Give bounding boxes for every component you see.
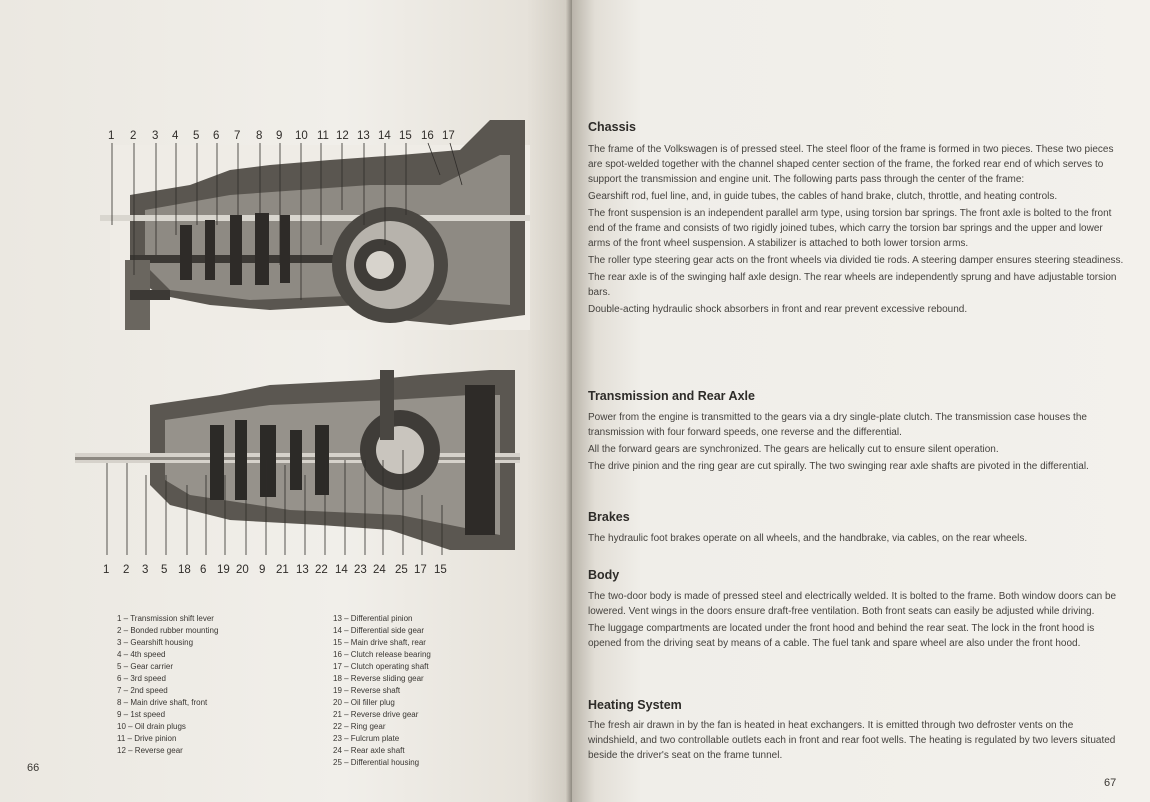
callout-number: 10 <box>295 130 308 142</box>
page-number-left: 66 <box>27 762 40 774</box>
callout-number: 2 <box>123 564 130 576</box>
section-body <box>588 568 1124 653</box>
callout-number: 6 <box>200 564 207 576</box>
legend-item: 2 – Bonded rubber mounting <box>117 626 219 635</box>
legend-item: 22 – Ring gear <box>333 722 386 731</box>
legend-item: 16 – Clutch release bearing <box>333 650 431 659</box>
legend-item: 14 – Differential side gear <box>333 626 425 635</box>
callout-number: 16 <box>421 130 434 142</box>
legend-item: 13 – Differential pinion <box>333 614 413 623</box>
callout-number: 25 <box>395 564 408 576</box>
legend-item: 15 – Main drive shaft, rear <box>333 638 426 647</box>
paragraph: Power from the engine is transmitted to the gears via a dry single-plate clutch. The transmission case houses the transmission with four forward speeds, one reverse and the differential. <box>588 412 1087 438</box>
section-heading: Body <box>588 568 620 582</box>
callout-number: 24 <box>373 564 386 576</box>
legend-item: 6 – 3rd speed <box>117 674 166 683</box>
legend-item: 3 – Gearshift housing <box>117 638 194 647</box>
callout-number: 15 <box>434 564 447 576</box>
section-chassis <box>588 120 1124 319</box>
paragraph: Gearshift rod, fuel line, and, in guide tubes, the cables of hand brake, clutch, throttle, and heating controls. <box>588 191 1058 202</box>
callout-number: 11 <box>317 130 329 142</box>
paragraph: The frame of the Volkswagen is of pressed steel. The steel floor of the frame is formed in two pieces. These two pieces are spot-welded together with the channel shaped center section of the frame, the forked rear end of which serves to support the transmission and engine unit. The following parts pass through the center of the frame: <box>588 144 1114 185</box>
callout-number: 7 <box>234 130 241 142</box>
legend-item: 23 – Fulcrum plate <box>333 734 400 743</box>
transmission-cutaway-top-figure <box>70 115 540 340</box>
legend-item: 12 – Reverse gear <box>117 746 183 755</box>
paragraph: The rear axle is of the swinging half axle design. The rear wheels are independently sprung and have adjustable torsion bars. <box>588 272 1117 298</box>
callout-number: 1 <box>108 130 115 142</box>
callout-number: 6 <box>213 130 220 142</box>
legend-item: 4 – 4th speed <box>117 650 166 659</box>
callout-number: 14 <box>335 564 348 576</box>
section-heading: Heating System <box>588 698 682 712</box>
callout-number: 9 <box>259 564 266 576</box>
legend-item: 19 – Reverse shaft <box>333 686 401 695</box>
parts-legend-left <box>117 613 218 757</box>
legend-item: 8 – Main drive shaft, front <box>117 698 208 707</box>
legend-item: 10 – Oil drain plugs <box>117 722 186 731</box>
section-heading: Chassis <box>588 120 636 134</box>
callout-number: 15 <box>399 130 412 142</box>
legend-item: 21 – Reverse drive gear <box>333 710 419 719</box>
callout-number: 4 <box>172 130 179 142</box>
legend-item: 24 – Rear axle shaft <box>333 746 405 755</box>
callout-number: 21 <box>276 564 289 576</box>
paragraph: The roller type steering gear acts on the front wheels via divided tie rods. A steering damper ensures steering steadiness. <box>588 255 1124 266</box>
callout-number: 3 <box>142 564 149 576</box>
callout-number: 22 <box>315 564 328 576</box>
callout-number: 20 <box>236 564 249 576</box>
section-heading: Brakes <box>588 510 630 524</box>
callout-number: 19 <box>217 564 230 576</box>
bottom-figure-callout-numbers <box>0 564 572 580</box>
legend-item: 20 – Oil filler plug <box>333 698 395 707</box>
legend-item: 25 – Differential housing <box>333 758 420 767</box>
paragraph: The drive pinion and the ring gear are cut spirally. The two swinging rear axle shafts are pivoted in the differential. <box>588 461 1089 472</box>
callout-number: 23 <box>354 564 367 576</box>
top-figure-callout-numbers <box>0 130 572 146</box>
paragraph: The fresh air drawn in by the fan is heated in heat exchangers. It is emitted through two defroster vents on the windshield, and two controllable outlets each in front and rear foot wells. The heating is regulated by two levers situated beside the driver's seat on the frame tunnel. <box>588 720 1116 761</box>
callout-number: 3 <box>152 130 159 142</box>
legend-item: 17 – Clutch operating shaft <box>333 662 429 671</box>
section-heating <box>588 698 1124 765</box>
paragraph: All the forward gears are synchronized. The gears are helically cut to ensure silent operation. <box>588 444 999 455</box>
callout-number: 13 <box>357 130 370 142</box>
paragraph: The luggage compartments are located under the front hood and behind the rear seat. The lock in the front hood is opened from the driving seat by means of a cable. The fuel tank and spare wheel are also under the front hood. <box>588 623 1095 649</box>
callout-number: 18 <box>178 564 191 576</box>
callout-number: 9 <box>276 130 283 142</box>
paragraph: The hydraulic foot brakes operate on all wheels, and the handbrake, via cables, on the rear wheels. <box>588 533 1028 544</box>
legend-item: 9 – 1st speed <box>117 710 166 719</box>
callout-number: 14 <box>378 130 391 142</box>
section-heading: Transmission and Rear Axle <box>588 389 755 403</box>
callout-number: 5 <box>193 130 200 142</box>
transmission-cutaway-bottom-figure <box>70 365 530 560</box>
paragraph: The two-door body is made of pressed steel and electrically welded. It is bolted to the frame. Both window doors can be lowered. Vent wings in the doors ensure draft-free ventilation. Both front seats can easily be adjusted while driving. <box>588 591 1117 617</box>
callout-number: 12 <box>336 130 349 142</box>
callout-number: 17 <box>414 564 427 576</box>
callout-number: 8 <box>256 130 263 142</box>
callout-number: 17 <box>442 130 455 142</box>
legend-item: 11 – Drive pinion <box>117 734 177 743</box>
parts-legend-right <box>333 613 431 769</box>
legend-item: 7 – 2nd speed <box>117 686 168 695</box>
paragraph: The front suspension is an independent parallel arm type, using torsion bar springs. The front axle is bolted to the front end of the frame and consists of two rigidly joined tubes, which carry the torsion bar springs and the upper and lower arms of the front wheel suspension. A stabilizer is attached to both lower torsion arms. <box>588 208 1112 249</box>
callout-number: 5 <box>161 564 168 576</box>
paragraph: Double-acting hydraulic shock absorbers in front and rear prevent excessive rebound. <box>588 304 968 315</box>
callout-number: 13 <box>296 564 309 576</box>
left-page <box>0 0 572 802</box>
section-brakes <box>588 510 1124 548</box>
callout-number: 1 <box>103 564 110 576</box>
legend-item: 5 – Gear carrier <box>117 662 174 671</box>
section-transmission <box>588 389 1124 476</box>
legend-item: 18 – Reverse sliding gear <box>333 674 424 683</box>
legend-item: 1 – Transmission shift lever <box>117 614 214 623</box>
page-number-right: 67 <box>1104 777 1117 789</box>
callout-number: 2 <box>130 130 137 142</box>
